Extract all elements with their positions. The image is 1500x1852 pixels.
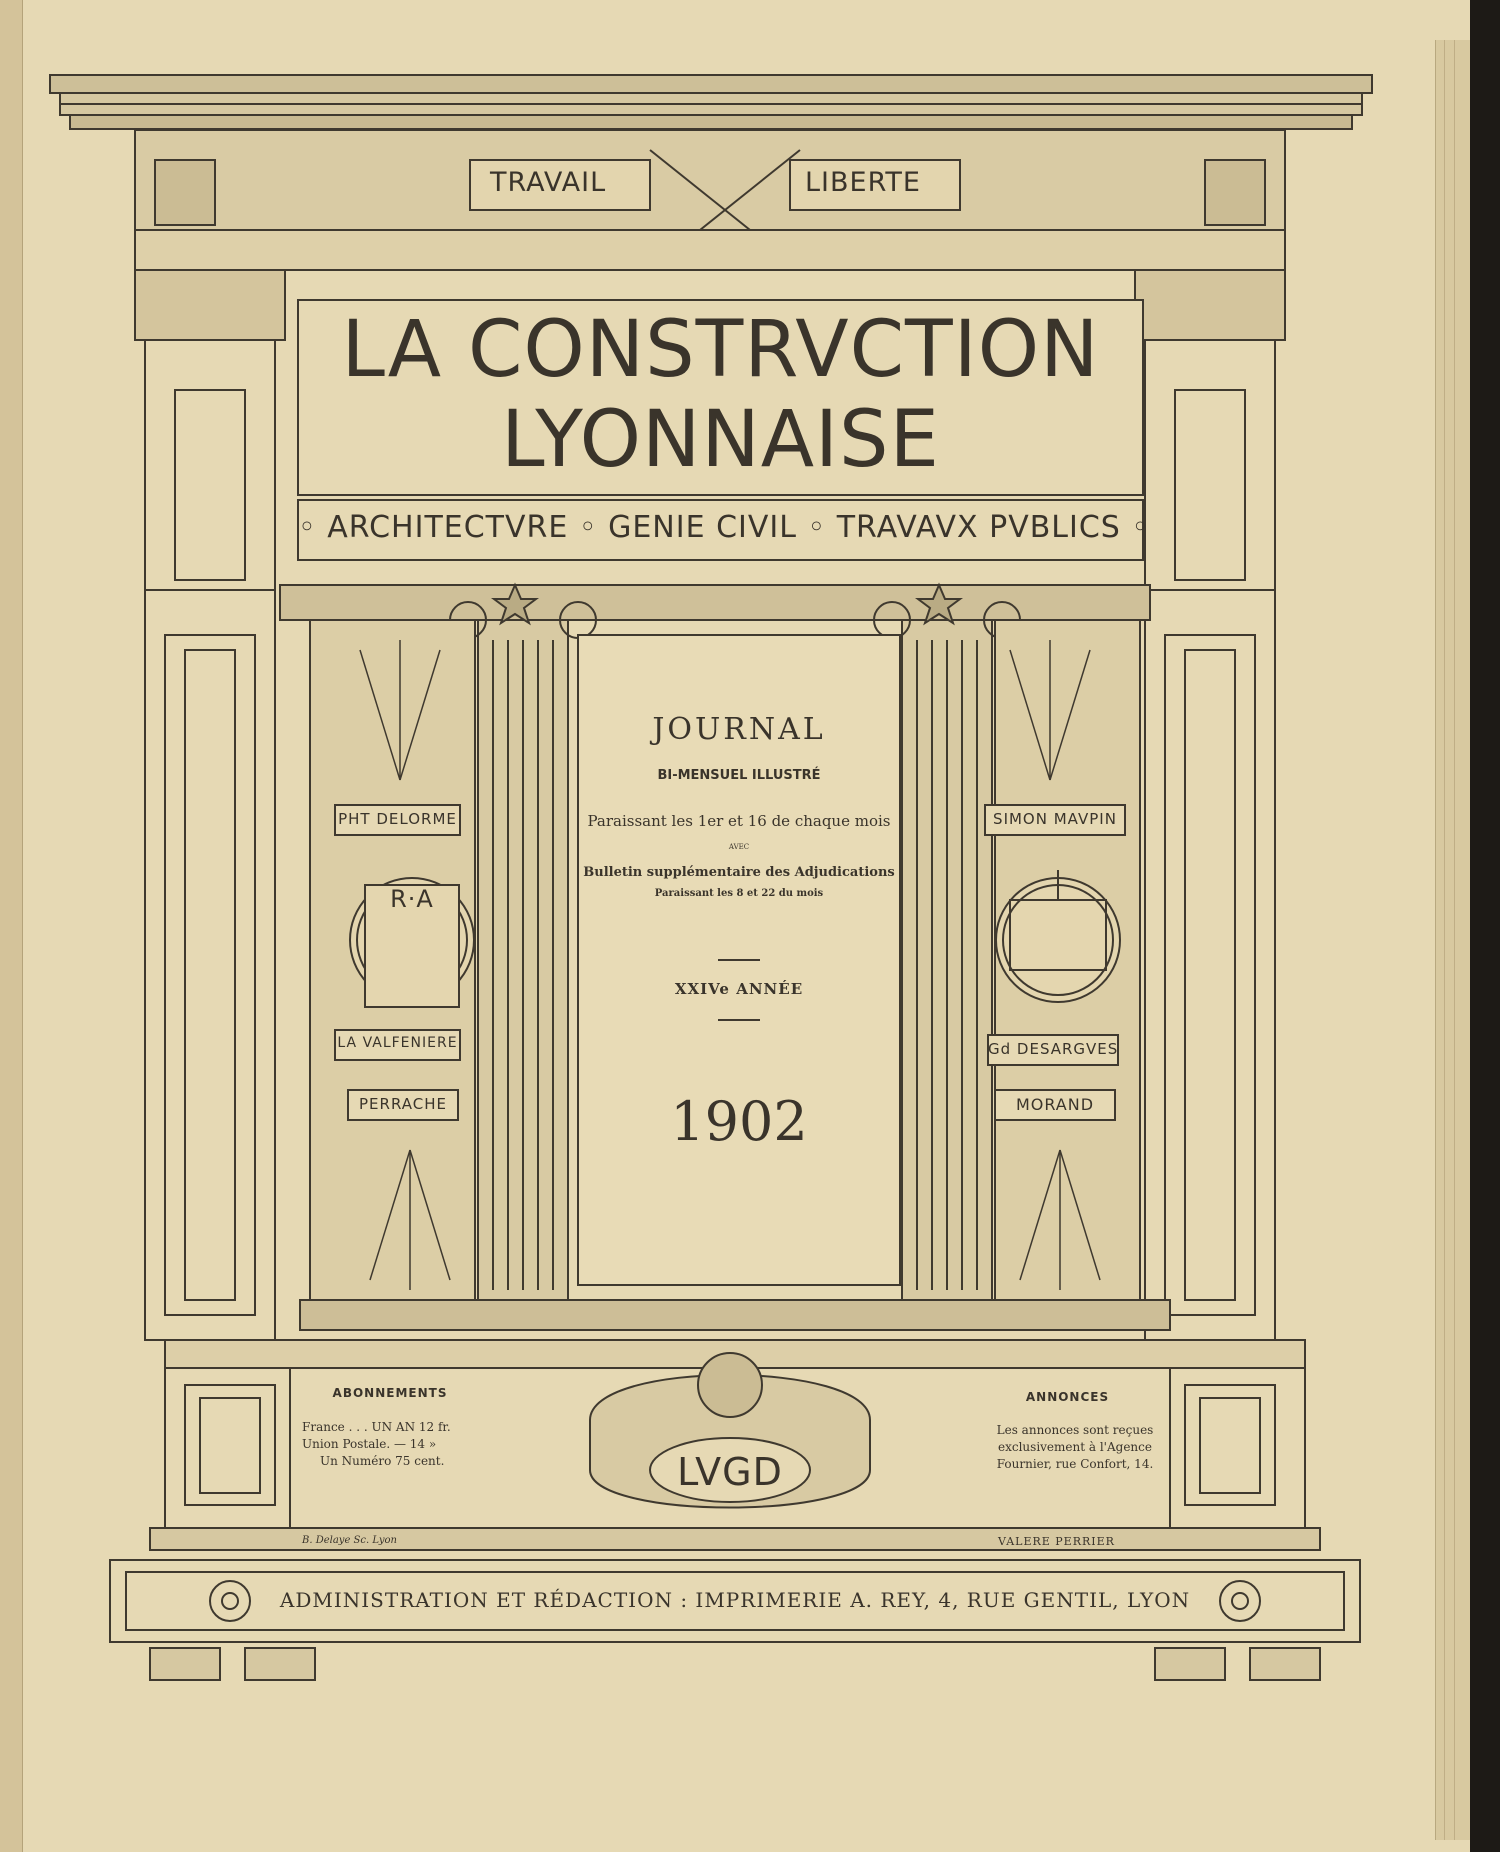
medallion-ra: R·A [390, 885, 434, 913]
annonces-line2: exclusivement à l'Agence [998, 1440, 1152, 1454]
page-title-line2: LYONNAISE [501, 395, 940, 485]
banner-liberte: LIBERTE [805, 167, 921, 198]
journal-label: JOURNAL [652, 712, 826, 747]
plaque-valfeniere: LA VALFENIERE [337, 1035, 458, 1051]
plaque-perrache: PERRACHE [359, 1095, 447, 1113]
designer-credit: VALERE PERRIER [998, 1535, 1115, 1548]
engraver-credit: B. Delaye Sc. Lyon [302, 1535, 397, 1546]
plaque-morand: MORAND [1015, 1095, 1095, 1114]
plaque-delorme: PHT DELORME [338, 810, 457, 828]
page-title-line1: LA CONSTRVCTION [341, 305, 1100, 395]
footer-address: ADMINISTRATION ET RÉDACTION : IMPRIMERIE A. REY, 4, RUE GENTIL, LYON [279, 1588, 1191, 1612]
annonces-heading: ANNONCES [1025, 1390, 1110, 1404]
plaque-desargues: Gd DESARGVES [988, 1040, 1119, 1058]
annonces-line3: Fournier, rue Confort, 14. [996, 1457, 1154, 1471]
page-subtitle: ◦ ARCHITECTVRE ◦ GENIE CIVIL ◦ TRAVAVX PVBLICS ◦ [298, 510, 1151, 545]
journal-avec: AVEC [728, 843, 750, 851]
plaque-maupin: SIMON MAVPIN [993, 810, 1117, 828]
abonnements-line3: Un Numéro 75 cent. [320, 1454, 445, 1468]
journal-year: 1902 [670, 1090, 808, 1153]
annonces-line1: Les annonces sont reçues [996, 1423, 1154, 1437]
abonnements-line1: France . . . UN AN 12 fr. [302, 1420, 451, 1434]
cartouche-lugd: LVGD [677, 1450, 783, 1494]
journal-annee: XXIVe ANNÉE [674, 980, 804, 998]
journal-bulletin: Bulletin supplémentaire des Adjudications [583, 865, 895, 880]
banner-travail: TRAVAIL [490, 167, 607, 198]
journal-schedule: Paraissant les 1er et 16 de chaque mois [587, 812, 891, 830]
abonnements-heading: ABONNEMENTS [332, 1386, 448, 1400]
abonnements-line2: Union Postale. — 14 » [302, 1437, 437, 1451]
journal-bulletin-schedule: Paraissant les 8 et 22 du mois [654, 888, 824, 899]
journal-type: BI-MENSUEL ILLUSTRÉ [657, 768, 821, 783]
